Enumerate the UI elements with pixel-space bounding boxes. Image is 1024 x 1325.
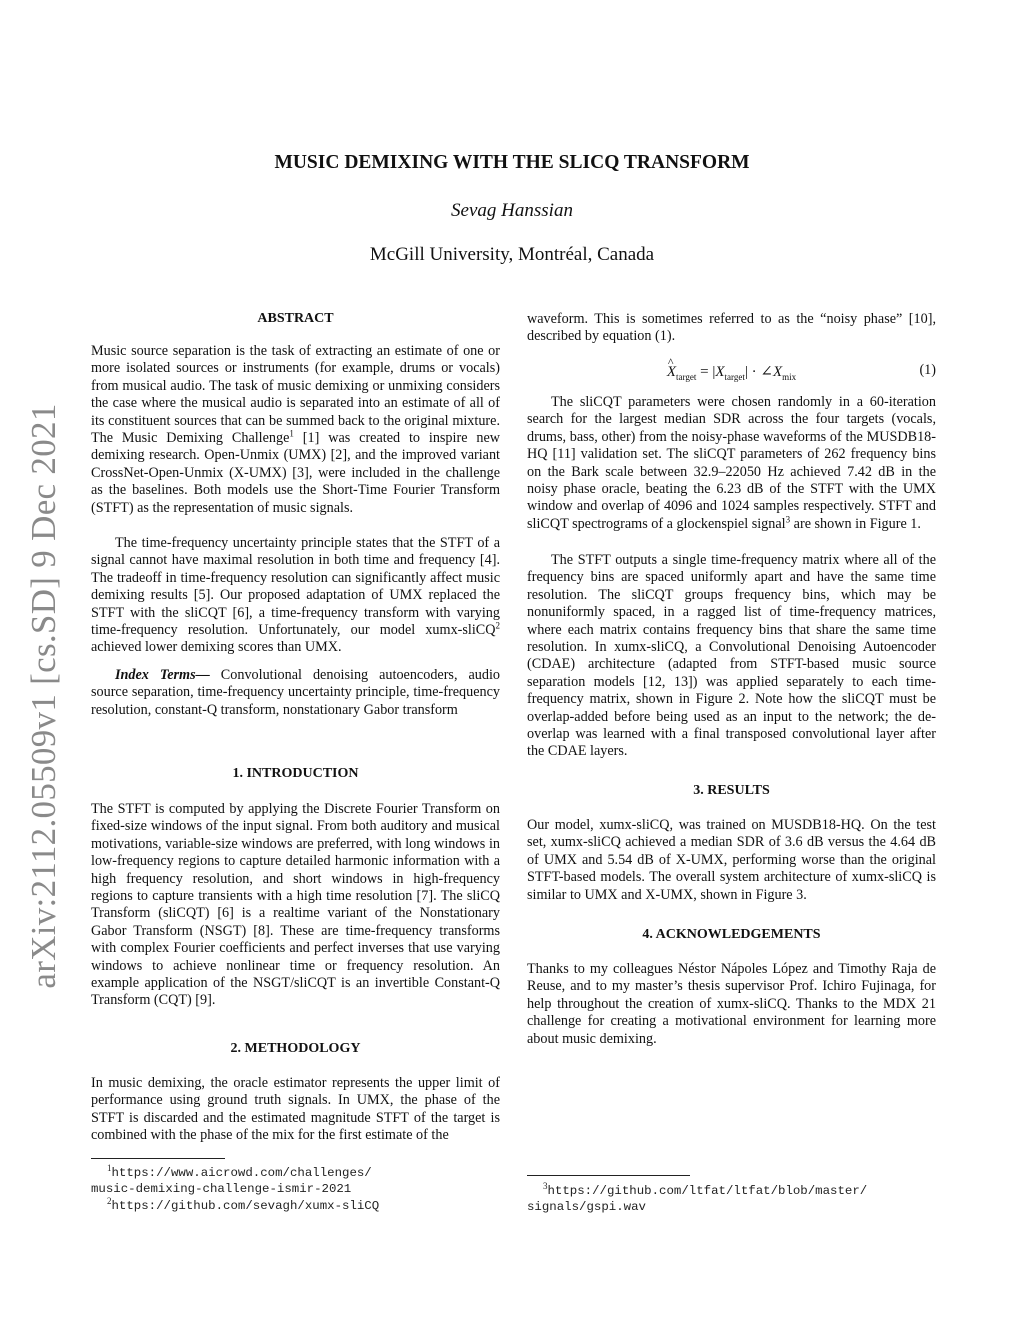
footnote-1-link-part1[interactable]: https://www.aicrowd.com/challenges/	[111, 1166, 372, 1181]
methodology-paragraph-3: The STFT outputs a single time-frequency matrix where all of the frequency bins are spaced uniformly apart and have the same time resolution. The sliCQT groups frequency bins, which may be nonuniformly spaced, in a ragged list of time-frequency matrices, where each matrix contains frequency bins that share the same time resolution. In xumx-sliCQ, a Convolutional Denoising Autoencoder (CDAE) architecture (adapted from STFT-based music source separation models [12, 13]) was applied separately to each time-frequency matrix, shown in Figure 2. Note how the sliCQT must be overlap-added before being used as an input to the network; the de-overlap was learned with a final transposed convolutional layer after the CDAE layers.	[527, 552, 936, 760]
methodology-paragraph-1: In music demixing, the oracle estimator represents the upper limit of performance using ground truth signals. In UMX, the phase of the STFT is discarded and the estimated magnitude STFT of the target is combined with the phase of the mix for the first estimate of the	[91, 1075, 500, 1144]
abstract-p2-text-a: The time-frequency uncertainty principle states that the STFT of a signal cannot have maximal resolution in both time and frequency [4]. The tradeoff in time-frequency resolution can significantly affect music demixing results [5]. Our proposed adaptation of UMX replaced the STFT with the sliCQT [6], a time-frequency transform with varying time-frequency resolution. Unfortunately, our model xumx-sliCQ	[91, 535, 500, 639]
methodology-paragraph-1-continued: waveform. This is sometimes referred to as the “noisy phase” [10], described by equation (1).	[527, 311, 936, 345]
index-terms-label: Index Terms—	[115, 667, 210, 683]
eq-mix-sub: mix	[782, 372, 797, 382]
results-paragraph-1: Our model, xumx-sliCQ, was trained on MUSDB18-HQ. On the test set, xumx-sliCQ achieved a median SDR of 3.6 dB versus the 4.64 dB of UMX and 5.54 dB of X-UMX, performing worse than the original STFT-based models. The overall system architecture of xumx-sliCQ is similar to UMX and X-UMX, shown in Figure 3.	[527, 817, 936, 903]
paper-title: MUSIC DEMIXING WITH THE SLICQ TRANSFORM	[274, 152, 750, 173]
eq-target-sub-1: target	[676, 372, 697, 382]
methodology-p2-text-b: are shown in Figure 1.	[790, 515, 921, 532]
equation-1-number: (1)	[919, 362, 936, 378]
footnote-rule-left	[91, 1158, 225, 1159]
footnote-2	[91, 1193, 511, 1214]
footnote-2-link[interactable]: https://github.com/sevagh/xumx-sliCQ	[111, 1199, 380, 1214]
abstract-p1-text-a: Music source separation is the task of extracting an estimate of one or more isolated sources or instruments (for example, drums or vocals) from musical audio. The task of music demixing or unmixing considers the case where the musical audio is separated into an estimate of all of its constituent sources that can be summed back to the original mixture. The Music Demixing Challenge	[91, 343, 500, 447]
footnote-1	[91, 1160, 511, 1197]
footnote-ref-1[interactable]: 1	[289, 428, 294, 439]
methodology-paragraph-2	[527, 394, 936, 533]
footnote-1-link-part2[interactable]: music-demixing-challenge-ismir-2021	[91, 1182, 352, 1197]
results-heading: 3. RESULTS	[693, 783, 770, 798]
acknowledgements-paragraph-1: Thanks to my colleagues Néstor Nápoles López and Timothy Raja de Reuse, and to my master’s thesis supervisor Prof. Ichiro Fujinaga, for help throughout the creation of xumx-sliCQ. Thanks to the MDX 21 challenge for creating a motivational environment for learning more about music demixing.	[527, 961, 936, 1047]
introduction-paragraph-1: The STFT is computed by applying the Discrete Fourier Transform on fixed-size windows of the input signal. From both auditory and musical motivations, variable-size windows are preferred, with long windows in low-frequency regions to capture detailed harmonic information with a high frequency resolution, and short windows in high-frequency regions to capture transients with a high time resolution [7]. The sliCQ Transform (sliCQT) [6] is a realtime variant of the Nonstationary Gabor Transform (NSGT) [8]. These are time-frequency transforms with complex Fourier coefficients and perfect inverses that use varying windows to achieve nonlinear time or frequency resolution. An example application of the NSGT/sliCQT is an invertible Constant-Q Transform (CQT) [9].	[91, 801, 500, 1009]
footnote-3	[527, 1178, 947, 1215]
author-name: Sevag Hanssian	[451, 200, 573, 221]
footnote-ref-3[interactable]: 3	[785, 514, 791, 525]
footnote-ref-2[interactable]: 2	[495, 620, 500, 631]
arxiv-stamp-text: arXiv:2112.05509v1 [cs.SD] 9 Dec 2021	[24, 403, 63, 989]
abstract-paragraph-1	[91, 343, 500, 517]
eq-target-sub-2: target	[724, 372, 745, 382]
acknowledgements-heading: 4. ACKNOWLEDGEMENTS	[642, 927, 821, 942]
footnote-3-link-part1[interactable]: https://github.com/ltfat/ltfat/blob/master/	[547, 1184, 868, 1199]
footnote-1-mark: 1	[107, 1163, 112, 1173]
abstract-heading: ABSTRACT	[257, 311, 334, 326]
abstract-p2-text-b: achieved lower demixing scores than UMX.	[91, 639, 342, 656]
abstract-paragraph-2	[91, 535, 500, 657]
footnote-3-link-part2[interactable]: signals/gspi.wav	[527, 1200, 646, 1215]
footnote-2-mark: 2	[107, 1196, 112, 1206]
abstract-p1-text-b: [1] was created to inspire new demixing research. Open-Unmix (UMX) [2], and the improved variant CrossNet-Open-Unmix (X-UMX) [3], were included in the challenge as the baselines. Both models use the Short-Time Fourier Transform (STFT) as the representation of music signals.	[91, 430, 501, 516]
index-terms-text: Convolutional denoising autoencoders, audio source separation, time-frequency uncertainty principle, time-frequency resolution, constant-Q transform, nonstationary Gabor transform	[91, 667, 501, 718]
equation-1-body: ^ $X_{target} = |X_{target}|$ · $\angle X_{mix}$	[527, 362, 936, 382]
methodology-p2-text-a: The sliCQT parameters were chosen randomly in a 60-iteration search for the largest median SDR across the four targets (vocals, drums, bass, other) from the noisy-phase waveforms of the MUSDB18-HQ [11] validation set. The sliCQT parameters of 262 frequency bins on the Bark scale between 32.9–22050 Hz achieved 7.42 dB in the noisy phase oracle, beating the 6.23 dB of the STFT with the UMX window and overlap of 4096 and 1024 samples respectively. STFT and sliCQT spectrograms of a glockenspiel signal	[527, 394, 936, 532]
footnote-rule-right	[527, 1175, 690, 1176]
equation-1	[527, 362, 936, 386]
index-terms	[91, 667, 500, 719]
footnote-3-mark: 3	[543, 1181, 548, 1191]
methodology-heading: 2. METHODOLOGY	[230, 1041, 361, 1056]
introduction-heading: 1. INTRODUCTION	[232, 766, 359, 781]
affiliation: McGill University, Montréal, Canada	[369, 244, 655, 265]
